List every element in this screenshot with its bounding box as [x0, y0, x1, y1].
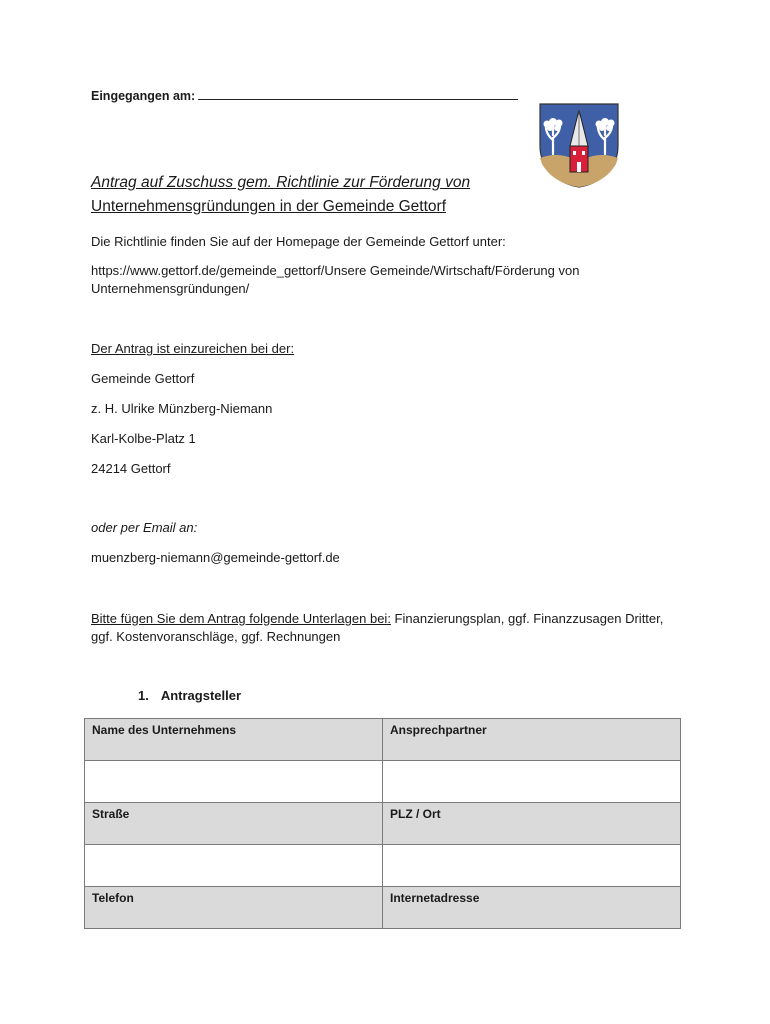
field-label-contact-person: Ansprechpartner: [383, 719, 681, 761]
street-input[interactable]: [85, 845, 383, 887]
attachments-heading: Bitte fügen Sie dem Antrag folgende Unterlagen bei:: [91, 611, 391, 626]
table-label-row: [85, 803, 681, 845]
attachments-list: Finanzierungsplan, ggf. Finanzzusagen Dritter, ggf. Kostenvoranschläge, ggf. Rechnungen: [91, 611, 664, 644]
guideline-url: https://www.gettorf.de/gemeinde_gettorf/Unsere Gemeinde/Wirtschaft/Förderung von Unternehmensgründungen/: [91, 263, 580, 296]
title-line-2: Unternehmensgründungen in der Gemeinde Gettorf: [91, 198, 446, 215]
address-line: Karl-Kolbe-Platz 1: [91, 431, 196, 446]
table-input-row: [85, 761, 681, 803]
coat-of-arms-icon: [536, 102, 622, 188]
section-number: 1.: [138, 688, 149, 703]
table-input-row: [85, 845, 681, 887]
received-date-line: [198, 88, 518, 100]
contact-person-input[interactable]: [383, 761, 681, 803]
intro-text: Die Richtlinie finden Sie auf der Homepage der Gemeinde Gettorf unter:: [91, 234, 506, 249]
field-label-street: Straße: [85, 803, 383, 845]
field-label-postcode-city: PLZ / Ort: [383, 803, 681, 845]
title-line-1: Antrag auf Zuschuss gem. Richtlinie zur Förderung von: [91, 174, 471, 191]
received-label: Eingegangen am:: [91, 89, 196, 103]
table-label-row: [85, 719, 681, 761]
email-address: muenzberg-niemann@gemeinde-gettorf.de: [91, 550, 340, 565]
company-name-input[interactable]: [85, 761, 383, 803]
section-heading: [138, 688, 241, 703]
field-label-phone: Telefon: [85, 887, 383, 929]
postcode-city-input[interactable]: [383, 845, 681, 887]
attachments-note: [91, 610, 681, 646]
field-label-company-name: Name des Unternehmens: [85, 719, 383, 761]
table-label-row: [85, 887, 681, 929]
address-line: 24214 Gettorf: [91, 461, 171, 476]
received-date-field: [91, 88, 518, 103]
address-line: z. H. Ulrike Münzberg-Niemann: [91, 401, 273, 416]
field-label-website: Internetadresse: [383, 887, 681, 929]
submit-heading: Der Antrag ist einzureichen bei der:: [91, 341, 295, 356]
section-title: Antragsteller: [160, 688, 242, 703]
address-line: Gemeinde Gettorf: [91, 371, 195, 386]
applicant-table: [84, 718, 681, 929]
email-label: oder per Email an:: [91, 520, 198, 535]
